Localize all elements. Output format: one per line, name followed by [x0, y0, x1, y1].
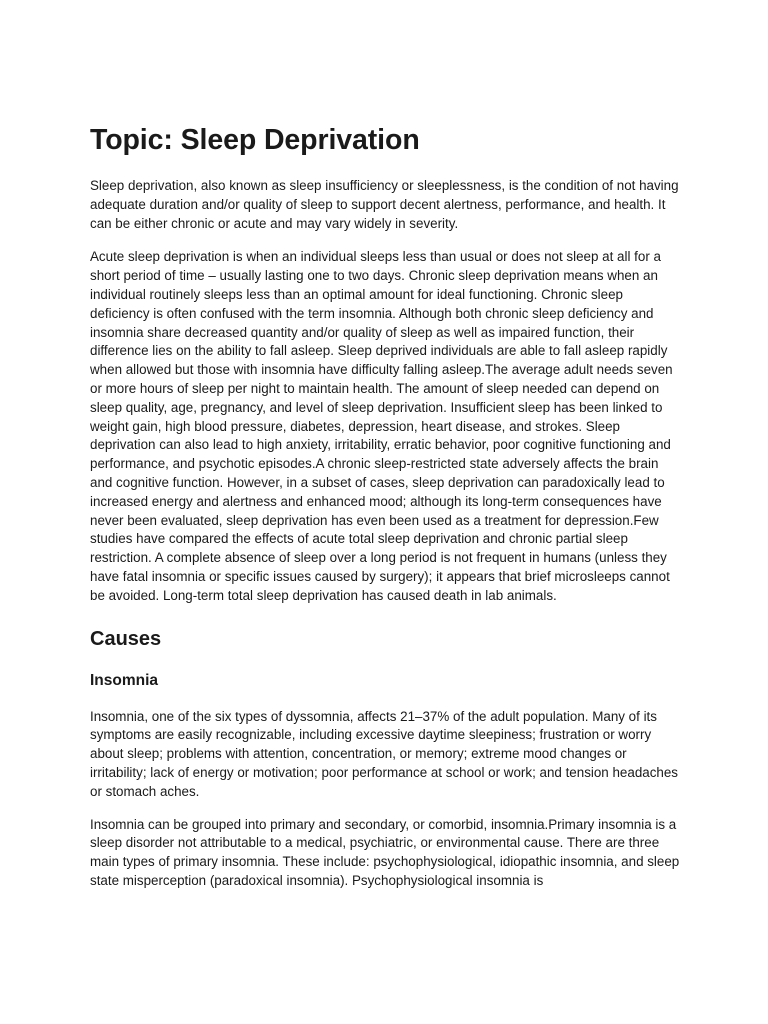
insomnia-heading: Insomnia — [90, 671, 159, 689]
document-page — [90, 122, 680, 891]
insomnia-paragraph-2: Insomnia can be grouped into primary and secondary, or comorbid, insomnia.Primary insomnia is a sleep disorder not attributable to a medical, psychiatric, or environmental cause. There are three main types of primary insomnia. These include: psychophysiological, idiopathic insomnia, and sleep state misperception (paradoxical insomnia). Psychophysiological insomnia is — [90, 816, 680, 888]
causes-heading: Causes — [90, 627, 162, 650]
intro-paragraph: Sleep deprivation, also known as sleep insufficiency or sleeplessness, is the condition of not having adequate duration and/or quality of sleep to support decent alertness, performance, and health. It can be either chronic or acute and may vary widely in severity. — [90, 178, 679, 231]
page-title: Topic: Sleep Deprivation — [90, 124, 420, 156]
acute-chronic-paragraph: Acute sleep deprivation is when an individual sleeps less than usual or does not sleep at all for a short period of time – usually lasting one to two days. Chronic sleep deprivation means when an individual routinely sleeps less than an optimal amount for ideal functioning. Chronic sleep deficiency is often confused with the term insomnia. Although both chronic sleep deficiency and insomnia share decreased quantity and/or quality of sleep as well as impaired function, their difference lies on the ability to fall asleep. Sleep deprived individuals are able to fall asleep rapidly when allowed but those with insomnia have difficulty falling asleep.The average adult needs seven or more hours of sleep per night to maintain health. The amount of sleep needed can depend on sleep quality, age, pregnancy, and level of sleep deprivation. Insufficient sleep has been linked to weight gain, high blood pressure, diabetes, depression, heart disease, and strokes. Sleep deprivation can also lead to high anxiety, irritability, erratic behavior, poor cognitive functioning and performance, and psychotic episodes.A chronic sleep-restricted state adversely affects the brain and cognitive function. However, in a subset of cases, sleep deprivation can paradoxically lead to increased energy and alertness and enhanced mood; although its long-term consequences have never been evaluated, sleep deprivation has even been used as a treatment for depression.Few studies have compared the effects of acute total sleep deprivation and chronic partial sleep restriction. A complete absence of sleep over a long period is not frequent in humans (unless they have fatal insomnia or specific issues caused by surgery); it appears that brief microsleeps cannot be avoided. Long-term total sleep deprivation has caused death in lab animals. — [90, 249, 673, 603]
insomnia-paragraph-1: Insomnia, one of the six types of dyssomnia, affects 21–37% of the adult population. Many of its symptoms are easily recognizable, including excessive daytime sleepiness; frustration or worry about sleep; problems with attention, concentration, or memory; extreme mood changes or irritability; lack of energy or motivation; poor performance at school or work; and tension headaches or stomach aches. — [90, 708, 678, 799]
